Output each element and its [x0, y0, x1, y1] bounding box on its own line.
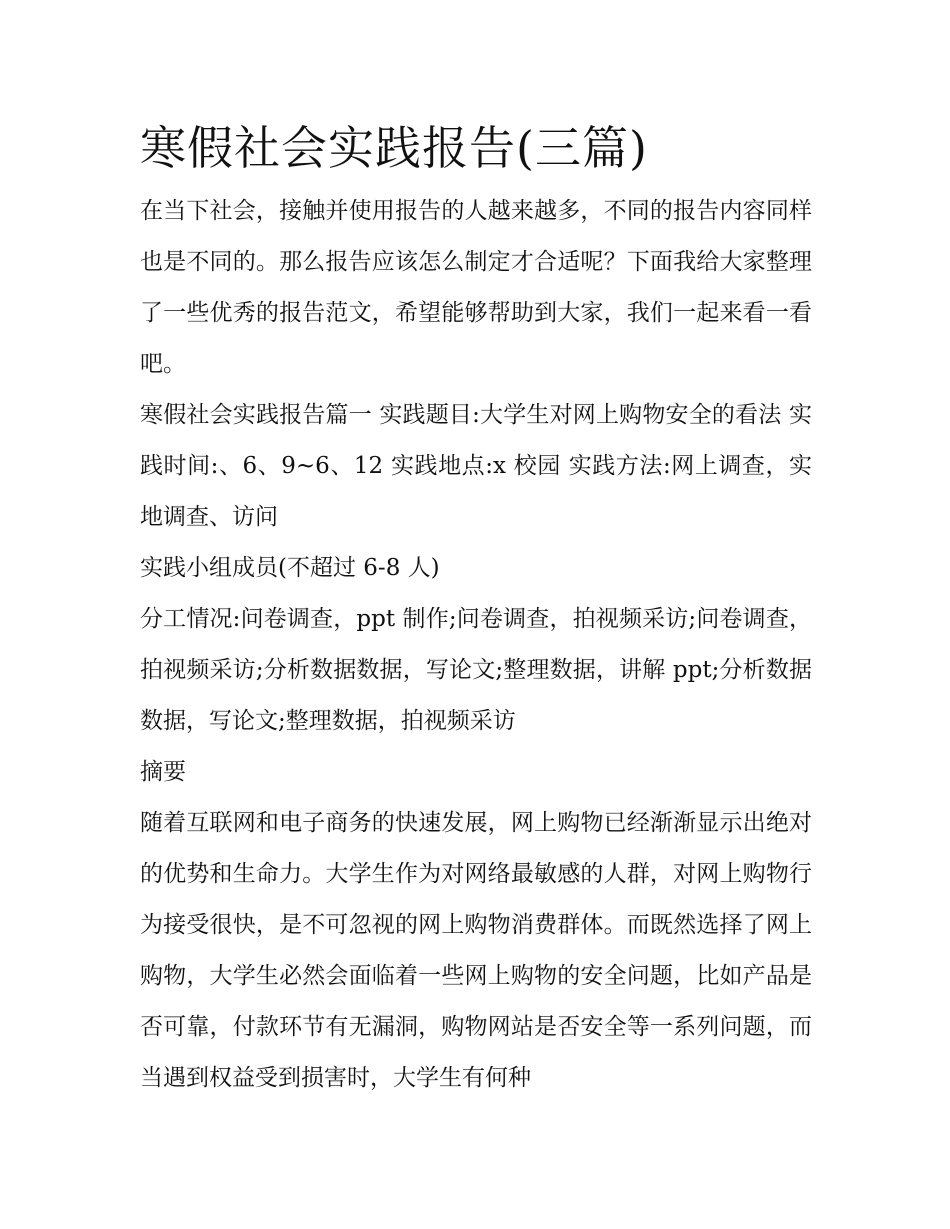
abstract-paragraph: 随着互联网和电子商务的快速发展，网上购物已经渐渐显示出绝对的优势和生命力。大学生作为对网络最敏感的人群，对网上购物行为接受很快，是不可忽视的网上购物消费群体。而既然选择了网上购物，大学生必然会面临着一些网上购物的安全问题，比如产品是否可靠，付款环节有无漏洞，购物网站是否安全等一系列问题，而当遇到权益受到损害时，大学生有何种 [140, 810, 812, 1091]
document-page [140, 112, 812, 1104]
intro-paragraph: 在当下社会，接触并使用报告的人越来越多，不同的报告内容同样也是不同的。那么报告应该怎么制定才合适呢？下面我给大家整理了一些优秀的报告范文，希望能够帮助到大家，我们一起来看一看吧。 [140, 198, 812, 377]
abstract-heading: 摘要 [140, 759, 186, 785]
group-members-paragraph: 实践小组成员(不超过 6-8 人) [140, 555, 440, 581]
practice-info-paragraph: 寒假社会实践报告篇一 实践题目:大学生对网上购物安全的看法 实践时间:、6、9~6、12 实践地点:x 校园 实践方法:网上调查，实地调查、访问 [140, 402, 812, 530]
document-title: 寒假社会实践报告(三篇) [140, 121, 648, 175]
division-of-labor-paragraph: 分工情况:问卷调查，ppt 制作;问卷调查，拍视频采访;问卷调查，拍视频采访;分析数据数据，写论文;整理数据，讲解 ppt;分析数据数据，写论文;整理数据，拍视频采访 [140, 606, 812, 734]
